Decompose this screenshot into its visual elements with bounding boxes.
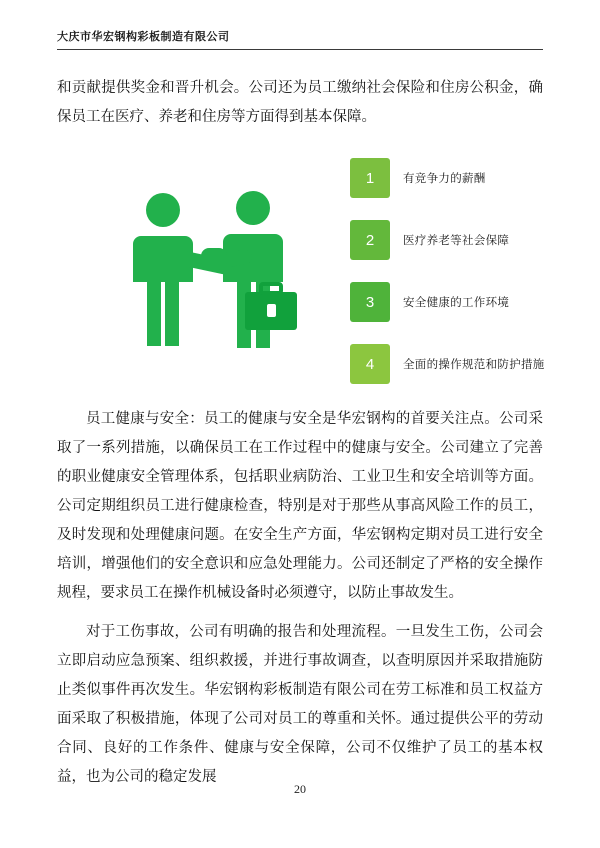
handshake-icon (125, 188, 305, 358)
step-number-badge-3: 3 (350, 282, 390, 322)
paragraph-health-safety: 员工健康与安全：员工的健康与安全是华宏钢构的首要关注点。公司采取了一系列措施，以确保员工在工作过程中的健康与安全。公司建立了完善的职业健康安全管理体系，包括职业病防治、工业卫生和安全培训等方面。公司定期组织员工进行健康检查，特别是对于那些从事高风险工作的员工，及时发现和处理健康问题。在安全生产方面，华宏钢构定期对员工进行安全培训，增强他们的安全意识和应急处理能力。公司还制定了严格的安全操作规程，要求员工在操作机械设备时必须遵守，以防止事故发生。 (57, 411, 543, 601)
step-number-badge-4: 4 (350, 344, 390, 384)
paragraph-injury-process: 对于工伤事故，公司有明确的报告和处理流程。一旦发生工伤，公司会立即启动应急预案、组织救援，并进行事故调查，以查明原因并采取措施防止类似事件再次发生。华宏钢构彩板制造有限公司在劳工标准和员工权益方面采取了积极措施，体现了公司对员工的尊重和关怀。通过提供公平的劳动合同、良好的工作条件、健康与安全保障，公司不仅维护了员工的基本权益，也为公司的稳定发展 (57, 624, 543, 785)
step-label-3: 安全健康的工作环境 (403, 297, 510, 309)
step-item-2 (295, 220, 545, 260)
step-number-badge-1: 1 (350, 158, 390, 198)
step-label-1: 有竞争力的薪酬 (403, 173, 486, 185)
infographic-block (57, 158, 543, 393)
header-company-name: 大庆市华宏钢构彩板制造有限公司 (57, 31, 230, 43)
step-list (295, 158, 545, 393)
page-number: 20 (294, 782, 306, 796)
page-header (57, 30, 543, 58)
step-item-1 (295, 158, 545, 198)
step-label-2: 医疗养老等社会保障 (403, 235, 510, 247)
paragraph-top: 和贡献提供奖金和晋升机会。公司还为员工缴纳社会保险和住房公积金，确保员工在医疗、养老和住房等方面得到基本保障。 (57, 80, 543, 125)
page-content (57, 74, 543, 792)
paragraph-spacer (57, 608, 543, 618)
step-item-4 (295, 344, 545, 384)
step-number-badge-2: 2 (350, 220, 390, 260)
header-divider (57, 49, 543, 50)
step-item-3 (295, 282, 545, 322)
step-label-4: 全面的操作规范和防护措施 (403, 359, 545, 371)
